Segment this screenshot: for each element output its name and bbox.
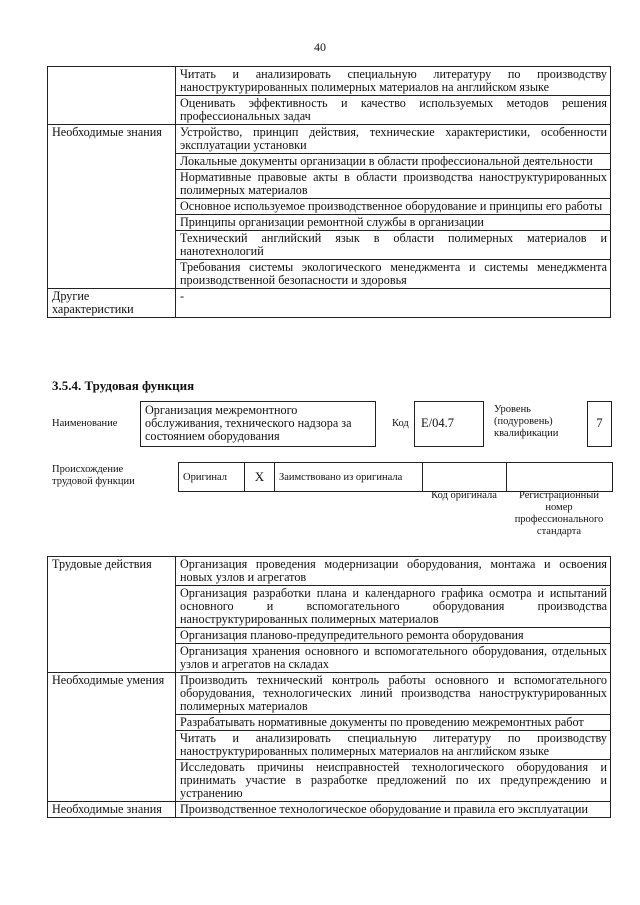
row-text: Производственное технологическое оборудование и правила его эксплуатации (176, 802, 611, 818)
row-text: Нормативные правовые акты в области производства наноструктурированных полимерных материалов (176, 170, 611, 199)
row-text: Основное используемое производственное оборудование и принципы его работы (176, 199, 611, 215)
row-text: - (176, 289, 611, 318)
level-label: Уровень (подуровень) квалификации (494, 404, 559, 439)
row-text: Организация проведения модернизации оборудования, монтажа и освоения новых узлов и агрегатов (176, 557, 611, 586)
row-text: Организация разработки плана и календарного графика осмотра и испытаний основного и вспомогательного оборудования производства наноструктурированных полимерных материалов (176, 586, 611, 628)
row-label (48, 67, 176, 125)
row-label: Трудовые действия (48, 557, 176, 673)
row-text: Организация хранения основного и вспомогательного оборудования, отдельных узлов и агрегатов на складах (176, 644, 611, 673)
row-text: Разрабатывать нормативные документы по проведению межремонтных работ (176, 715, 611, 731)
row-text: Производить технический контроль работы основного и вспомогательного оборудования, технологических линий производства наноструктурированных полимерных материалов (176, 673, 611, 715)
row-text: Устройство, принцип действия, технические характеристики, особенности эксплуатации установки (176, 125, 611, 154)
code-box: E/04.7 (414, 401, 484, 447)
row-text: Организация планово-предупредительного ремонта оборудования (176, 628, 611, 644)
row-text: Исследовать причины неисправностей технологического оборудования и принимать участие в разработке предложений по их предупреждению и устранению (176, 760, 611, 802)
level-box: 7 (587, 401, 612, 447)
row-text: Читать и анализировать специальную литературу по производству наноструктурированных полимерных материалов на английском языке (176, 67, 611, 96)
table-row (48, 67, 611, 96)
origin-label: Происхождение трудовой функции (52, 464, 135, 487)
row-text: Локальные документы организации в области профессиональной деятельности (176, 154, 611, 170)
row-label: Необходимые умения (48, 673, 176, 802)
name-label: Наименование (52, 418, 118, 429)
table-row (48, 557, 611, 586)
page-number: 40 (314, 40, 326, 54)
row-text: Читать и анализировать специальную литературу по производству наноструктурированных полимерных материалов на английском языке (176, 731, 611, 760)
origin-table (178, 462, 613, 492)
code-label: Код (392, 418, 409, 429)
table-row (48, 802, 611, 818)
row-label: Другие характеристики (48, 289, 176, 318)
reg-number-cell (507, 463, 613, 492)
origin-mark: X (245, 463, 275, 492)
row-text: Технический английский язык в области полимерных материалов и нанотехнологий (176, 231, 611, 260)
origin-borrowed: Заимствовано из оригинала (275, 463, 423, 492)
skills-knowledge-table (47, 66, 611, 318)
function-name-box: Организация межремонтного обслуживания, технического надзора за состоянием оборудования (140, 401, 376, 447)
table-row (48, 289, 611, 318)
table-row (48, 673, 611, 715)
reg-number-caption: Регистрационный номер профессионального стандарта (514, 490, 604, 537)
row-label: Необходимые знания (48, 125, 176, 289)
code-original-cell (423, 463, 507, 492)
row-label: Необходимые знания (48, 802, 176, 818)
row-text: Оценивать эффективность и качество используемых методов решения профессиональных задач (176, 96, 611, 125)
labor-function-table (47, 556, 611, 818)
origin-original: Оригинал (179, 463, 245, 492)
table-row (48, 125, 611, 154)
row-text: Требования системы экологического менеджмента и системы менеджмента производственной безопасности и здоровья (176, 260, 611, 289)
row-text: Принципы организации ремонтной службы в организации (176, 215, 611, 231)
section-heading: 3.5.4. Трудовая функция (52, 378, 195, 393)
code-original-caption: Код оригинала (431, 490, 497, 501)
